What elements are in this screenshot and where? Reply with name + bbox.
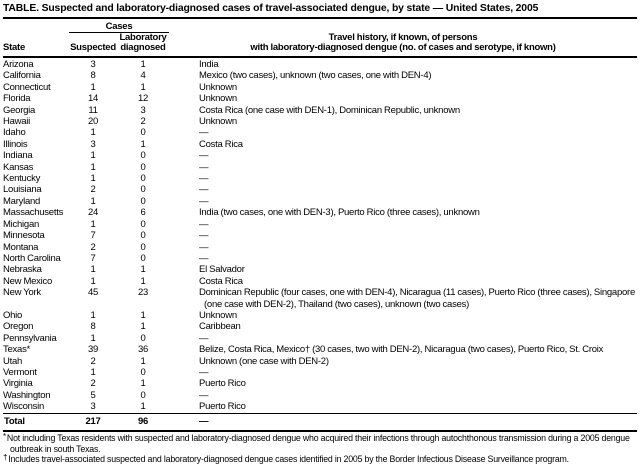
suspected-cases-cell: 1	[90, 195, 96, 207]
lab-diagnosed-cases-cell: 1	[140, 264, 146, 276]
lab-diagnosed-cases-cell: 1	[140, 355, 146, 367]
lab-diagnosed-cases-cell: 1	[140, 81, 146, 93]
suspected-cases-cell: 1	[90, 218, 96, 230]
total-travel-cell: —	[169, 413, 637, 431]
travel-header-line2: with laboratory-diagnosed dengue (no. of cases and serotype, if known)	[250, 42, 556, 53]
travel-history-cell: Puerto Rico	[199, 378, 246, 390]
travel-history-cell: Belize, Costa Rica, Mexico† (30 cases, two with DEN-2), Nicaragua (two cases), Puerto Rico, St. Croix	[199, 344, 604, 356]
dengue-cases-table	[3, 19, 637, 432]
travel-history-cell: Unknown	[199, 93, 237, 105]
travel-history-cell: El Salvador	[199, 264, 245, 276]
state-cell: New York	[3, 287, 41, 299]
suspected-cases-cell: 2	[90, 355, 96, 367]
travel-history-cell: —	[199, 173, 209, 185]
lab-diagnosed-cases-cell: 0	[140, 184, 146, 196]
state-cell: Louisiana	[3, 184, 42, 196]
state-cell: Michigan	[3, 218, 40, 230]
lab-diagnosed-cases-cell: 6	[140, 207, 146, 219]
lab-diagnosed-cases-cell: 0	[140, 161, 146, 173]
column-header-row	[3, 33, 637, 58]
lab-header-line1: Laboratory	[119, 32, 167, 43]
travel-history-cell: Caribbean	[199, 321, 241, 333]
lab-diagnosed-cases-cell: 1	[140, 59, 146, 70]
travel-history-cell: Dominican Republic (four cases, one with DEN-4), Nicaragua (11 cases), Puerto Rico (three cases), Singapore (one case with DEN-2), Thailand (two cases), unknown (two cases)	[199, 287, 635, 310]
suspected-cases-cell: 1	[90, 275, 96, 287]
table-row	[3, 127, 637, 138]
lab-diagnosed-cases-cell: 0	[140, 173, 146, 185]
lab-diagnosed-cases-cell: 0	[140, 332, 146, 344]
table-row	[3, 162, 637, 173]
state-cell: Oregon	[3, 321, 34, 333]
state-cell: Hawaii	[3, 116, 31, 128]
dagger-footnote-marker: †	[3, 453, 8, 463]
table-row	[3, 401, 637, 413]
suspected-cases-cell: 45	[87, 287, 99, 299]
footnote-dagger	[3, 454, 637, 465]
suspected-cases-cell: 5	[90, 389, 96, 401]
footnote-asterisk-text: Not including Texas residents with suspected and laboratory-diagnosed dengue who acquired their infections through autochthonous transmission during a 2005 dengue outbreak in south Texas.	[6, 432, 630, 454]
table-row	[3, 356, 637, 367]
lab-diagnosed-cases-cell: 1	[140, 401, 146, 413]
suspected-cases-cell: 8	[90, 321, 96, 333]
suspected-cases-cell: 1	[90, 264, 96, 276]
suspected-cases-cell: 39	[87, 344, 99, 356]
lab-diagnosed-cases-cell: 0	[140, 241, 146, 253]
table-row	[3, 184, 637, 195]
travel-history-cell: Costa Rica	[199, 275, 243, 287]
travel-history-cell: —	[199, 332, 209, 344]
travel-history-cell: Unknown	[199, 116, 237, 128]
travel-history-cell: Unknown	[199, 309, 237, 321]
table-row	[3, 150, 637, 161]
suspected-cases-cell: 3	[90, 59, 96, 70]
lab-diagnosed-cases-cell: 3	[140, 104, 146, 116]
lab-diagnosed-cases-cell: 0	[140, 366, 146, 378]
travel-history-cell: —	[199, 127, 209, 139]
lab-diagnosed-cases-cell: 0	[140, 230, 146, 242]
state-cell: Kansas	[3, 161, 34, 173]
suspected-cases-cell: 7	[90, 252, 96, 264]
lab-diagnosed-cases-cell: 1	[140, 275, 146, 287]
state-cell: Kentucky	[3, 173, 41, 185]
table-row	[3, 93, 637, 104]
table-row	[3, 321, 637, 332]
travel-history-cell: —	[199, 195, 209, 207]
state-cell: Wisconsin	[3, 401, 45, 413]
table-row	[3, 344, 637, 355]
table-row	[3, 57, 637, 70]
lab-diagnosed-cases-cell: 0	[140, 389, 146, 401]
suspected-cases-cell: 3	[90, 138, 96, 150]
table-row	[3, 230, 637, 241]
total-row	[3, 413, 637, 431]
lab-diagnosed-cases-cell: 0	[140, 195, 146, 207]
lab-diagnosed-cases-cell: 1	[140, 309, 146, 321]
suspected-cases-cell: 2	[90, 378, 96, 390]
lab-diagnosed-column-header	[117, 33, 169, 58]
table-row	[3, 70, 637, 81]
table-row	[3, 333, 637, 344]
footnote-dagger-text: Includes travel-associated suspected and laboratory-diagnosed dengue cases identified in 2005 by the Border Infectious Disease Surveillance program.	[8, 453, 569, 464]
lab-diagnosed-cases-cell: 36	[137, 344, 149, 356]
state-cell: Georgia	[3, 104, 36, 116]
state-cell: Virginia	[3, 378, 33, 390]
footnote-asterisk	[3, 433, 637, 454]
state-cell: Minnesota	[3, 230, 45, 242]
state-cell: Arizona	[3, 59, 34, 70]
state-cell: Vermont	[3, 366, 37, 378]
state-cell: Indiana	[3, 150, 33, 162]
travel-history-cell: —	[199, 389, 209, 401]
table-row	[3, 287, 637, 310]
lab-diagnosed-cases-cell: 12	[137, 93, 149, 105]
travel-history-cell: —	[199, 366, 209, 378]
travel-history-cell: Unknown	[199, 81, 237, 93]
suspected-column-header: Suspected	[69, 33, 117, 58]
travel-history-cell: India	[199, 59, 219, 70]
table-footer	[3, 413, 637, 431]
travel-history-cell: Puerto Rico	[199, 401, 246, 413]
table-row	[3, 219, 637, 230]
suspected-cases-cell: 3	[90, 401, 96, 413]
travel-history-cell: India (two cases, one with DEN-3), Puerto Rico (three cases), unknown	[199, 207, 480, 219]
suspected-cases-cell: 2	[90, 241, 96, 253]
state-cell: Texas*	[3, 344, 31, 356]
suspected-cases-cell: 11	[88, 104, 98, 116]
suspected-cases-cell: 8	[90, 70, 96, 82]
table-body	[3, 57, 637, 413]
state-cell: California	[3, 70, 41, 82]
lab-diagnosed-cases-cell: 0	[140, 252, 146, 264]
table-title: TABLE. Suspected and laboratory-diagnosed cases of travel-associated dengue, by state — United States, 2005	[3, 2, 637, 19]
cases-spanner: Cases	[69, 19, 169, 33]
lab-diagnosed-cases-cell: 0	[140, 127, 146, 139]
state-cell: Pennsylvania	[3, 332, 57, 344]
travel-history-cell: —	[199, 241, 209, 253]
table-row	[3, 82, 637, 93]
travel-history-cell: Mexico (two cases), unknown (two cases, one with DEN-4)	[199, 70, 432, 82]
spanner-row	[3, 19, 637, 33]
lab-diagnosed-cases-cell: 1	[140, 138, 146, 150]
total-lab-value: 96	[117, 413, 169, 431]
table-row	[3, 196, 637, 207]
suspected-cases-cell: 1	[90, 81, 96, 93]
table-row	[3, 390, 637, 401]
table-row	[3, 276, 637, 287]
lab-diagnosed-cases-cell: 2	[140, 116, 146, 128]
travel-header-line1: Travel history, if known, of persons	[328, 32, 478, 43]
state-cell: Nebraska	[3, 264, 42, 276]
travel-history-cell: Costa Rica (one case with DEN-1), Dominican Republic, unknown	[199, 104, 460, 116]
state-cell: Connecticut	[3, 81, 51, 93]
state-cell: North Carolina	[3, 252, 61, 264]
suspected-cases-cell: 20	[87, 116, 99, 128]
state-cell: Idaho	[3, 127, 26, 139]
suspected-cases-cell: 1	[90, 332, 96, 344]
state-cell: Montana	[3, 241, 39, 253]
suspected-cases-cell: 1	[90, 366, 96, 378]
travel-history-column-header	[169, 33, 637, 58]
suspected-cases-cell: 2	[90, 184, 96, 196]
table-row	[3, 139, 637, 150]
travel-history-cell: —	[199, 184, 209, 196]
asterisk-footnote-marker: *	[3, 432, 6, 442]
table-row	[3, 367, 637, 378]
state-cell: Ohio	[3, 309, 23, 321]
suspected-cases-cell: 24	[87, 207, 99, 219]
state-cell: Illinois	[3, 138, 28, 150]
table-row	[3, 264, 637, 275]
table-row	[3, 116, 637, 127]
table-row	[3, 253, 637, 264]
travel-history-cell: —	[199, 161, 209, 173]
state-cell: New Mexico	[3, 275, 53, 287]
lab-diagnosed-cases-cell: 0	[140, 150, 146, 162]
table-row	[3, 310, 637, 321]
suspected-cases-cell: 1	[90, 309, 96, 321]
lab-diagnosed-cases-cell: 1	[140, 378, 146, 390]
travel-history-cell: Costa Rica	[199, 138, 243, 150]
suspected-cases-cell: 1	[90, 150, 96, 162]
state-cell: Utah	[3, 355, 23, 367]
state-cell: Washington	[3, 389, 51, 401]
state-cell: Massachusetts	[3, 207, 64, 219]
travel-history-cell: —	[199, 252, 209, 264]
state-cell: Maryland	[3, 195, 41, 207]
travel-history-cell: Unknown (one case with DEN-2)	[199, 355, 329, 367]
total-label: Total	[3, 413, 69, 431]
lab-header-line2: diagnosed	[120, 42, 166, 53]
travel-history-cell: —	[199, 218, 209, 230]
table-header	[3, 19, 637, 57]
travel-history-cell: —	[199, 230, 209, 242]
table-row	[3, 207, 637, 218]
lab-diagnosed-cases-cell: 4	[140, 70, 146, 82]
table-row	[3, 378, 637, 389]
lab-diagnosed-cases-cell: 1	[140, 321, 146, 333]
state-cell: Florida	[3, 93, 31, 105]
lab-diagnosed-cases-cell: 23	[137, 287, 149, 299]
lab-diagnosed-cases-cell: 0	[140, 218, 146, 230]
table-row	[3, 105, 637, 116]
suspected-cases-cell: 14	[87, 93, 99, 105]
total-suspected-value: 217	[69, 413, 117, 431]
suspected-cases-cell: 1	[90, 161, 96, 173]
state-column-header: State	[3, 33, 69, 58]
suspected-cases-cell: 1	[90, 173, 96, 185]
suspected-cases-cell: 7	[90, 230, 96, 242]
table-row	[3, 173, 637, 184]
table-row	[3, 242, 637, 253]
suspected-cases-cell: 1	[90, 127, 96, 139]
footnotes	[3, 432, 637, 465]
travel-history-cell: —	[199, 150, 209, 162]
